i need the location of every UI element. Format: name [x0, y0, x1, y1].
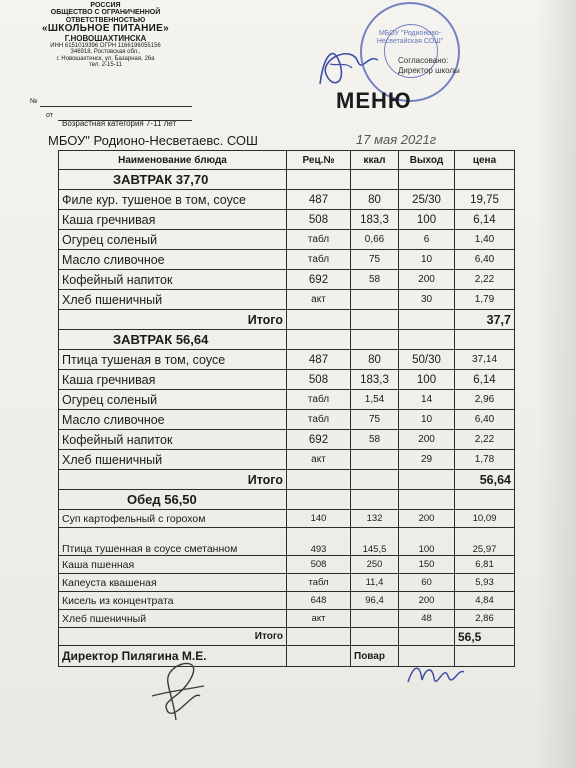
table-row: Филе кур. тушеное в том, соусе 487 80 25/30 19,75	[59, 190, 515, 210]
approval-line-2: Директор школы	[398, 65, 460, 75]
section-lunch: Обед 56,50	[59, 490, 515, 510]
table-row: Суп картофельный с горохом 140 132 200 10,09	[59, 510, 515, 528]
director-signature-line: Директор Пилягина М.Е.	[59, 646, 287, 667]
org-address-2: г. Новошахтинск, ул. Базарная, 26а	[56, 55, 155, 62]
table-row: Кисель из концентрата 648 96,4 200 4,84	[59, 592, 515, 610]
approval-line-1: Согласовано:	[398, 56, 449, 65]
header-name: Наименование блюда	[59, 151, 287, 170]
table-row: Масло сливочное табл 75 10 6,40	[59, 410, 515, 430]
organization-header	[18, 2, 193, 68]
number-line	[40, 106, 192, 107]
org-country: РОССИЯ	[90, 2, 121, 9]
table-row: Хлеб пшеничный акт 29 1,78	[59, 450, 515, 470]
school-name: МБОУ" Родионо-Несветаевс. СОШ	[48, 133, 258, 148]
header-row	[59, 151, 515, 170]
org-name: «ШКОЛЬНОЕ ПИТАНИЕ»	[41, 23, 169, 35]
header-rec: Рец.№	[287, 151, 351, 170]
table-row: Масло сливочное табл 75 10 6,40	[59, 250, 515, 270]
org-type: ОБЩЕСТВО С ОГРАНИЧЕННОЙ ОТВЕТСТВЕННОСТЬЮ	[50, 9, 161, 24]
header-price: цена	[455, 151, 515, 170]
table-row: Птица тушенная в соусе сметанном 493 145,5 100 25,97	[59, 528, 515, 556]
table-row: Каша гречнивая 508 183,3 100 6,14	[59, 210, 515, 230]
page-title: МЕНЮ	[336, 88, 412, 113]
menu-table	[58, 150, 515, 667]
section-breakfast-1: ЗАВТРАК 37,70	[59, 170, 515, 190]
table-row: Хлеб пшеничный акт 30 1,79	[59, 290, 515, 310]
approval-block	[398, 56, 460, 75]
director-signature	[142, 650, 212, 730]
table-row: Каша гречнивая 508 183,3 100 6,14	[59, 370, 515, 390]
cook-label: Повар	[351, 646, 399, 667]
org-city: Г.НОВОШАХТИНСКА	[64, 33, 147, 43]
cook-signature	[404, 658, 468, 688]
page-shadow	[536, 0, 576, 768]
from-label: от	[46, 112, 53, 119]
total-row: Итого 56,64	[59, 470, 515, 490]
table-row: Птица тушеная в том, соусе 487 80 50/30 37,14	[59, 350, 515, 370]
header-out: Выход	[399, 151, 455, 170]
table-row: Кофейный напиток 692 58 200 2,22	[59, 430, 515, 450]
number-label: №	[30, 98, 38, 105]
org-phone: тел. 2-15-11	[89, 61, 122, 68]
school-stamp: МБОУ "Родионово-Несветайская СОШ"	[360, 2, 460, 102]
age-category: Возрастная категория 7-11 лет	[62, 119, 177, 128]
section-breakfast-2: ЗАВТРАК 56,64	[59, 330, 515, 350]
table-row: Хлеб пшеничный акт 48 2,86	[59, 610, 515, 628]
header-kcal: ккал	[351, 151, 399, 170]
total-row: Итого 56,5	[59, 628, 515, 646]
org-address-1: 346918, Ростовская обл.,	[70, 49, 141, 56]
table-row: Огурец соленый табл 0,66 6 1,40	[59, 230, 515, 250]
table-row: Огурец соленый табл 1,54 14 2,96	[59, 390, 515, 410]
total-row: Итого 37,7	[59, 310, 515, 330]
table-row: Кофейный напиток 692 58 200 2,22	[59, 270, 515, 290]
menu-date: 17 мая 2021г	[356, 132, 437, 147]
org-inn: ИНН 6151019396 ОГРН 1166196055156	[50, 42, 161, 49]
table-row: Капеуста квашеная табл 11,4 60 5,93	[59, 574, 515, 592]
table-row: Каша пшенная 508 250 150 6,81	[59, 556, 515, 574]
